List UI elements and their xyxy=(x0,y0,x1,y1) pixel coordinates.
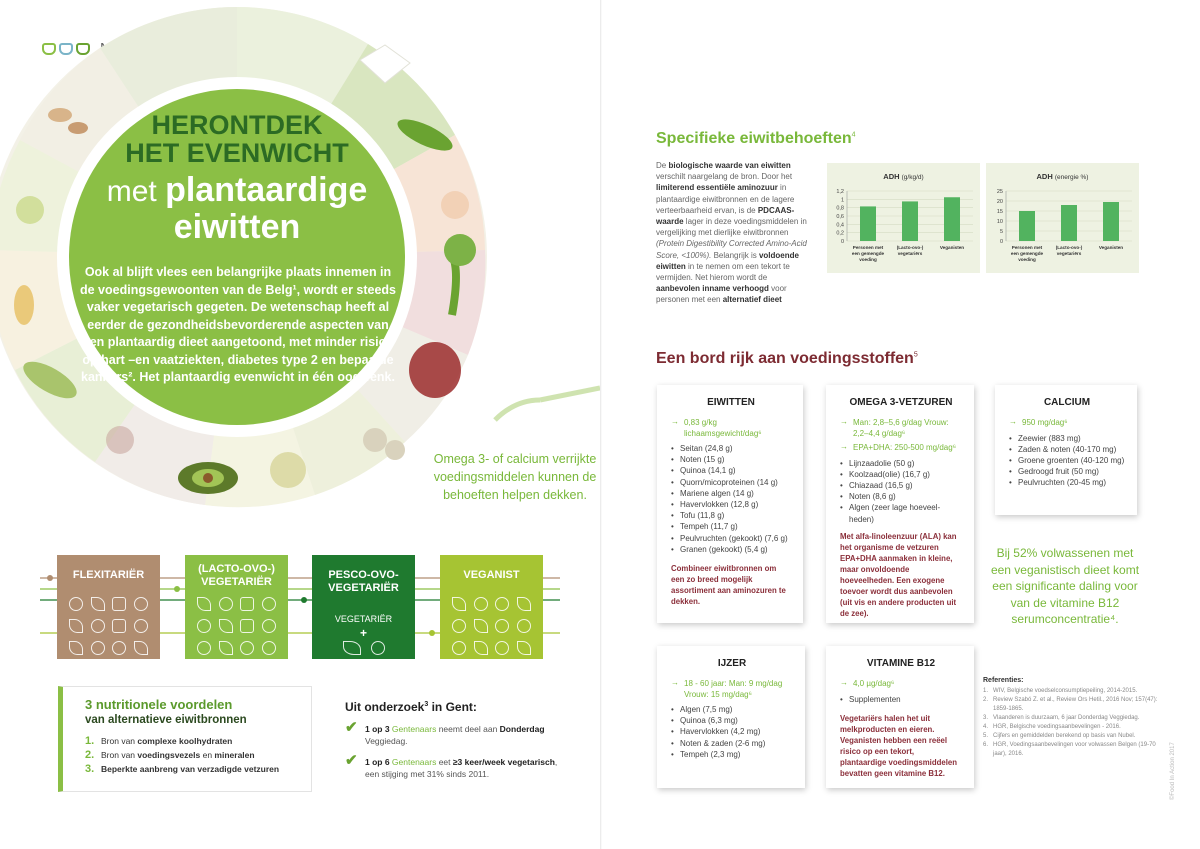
card-ijzer xyxy=(657,646,805,788)
card-eiwitten xyxy=(657,385,803,623)
y-tick-label: 0,6 xyxy=(836,214,844,220)
nut-icon xyxy=(134,619,148,633)
bar xyxy=(944,197,960,241)
research-title-a: Uit onderzoek xyxy=(345,700,425,714)
x-tick-label: voeding xyxy=(1018,257,1036,262)
card-list xyxy=(671,443,791,555)
x-tick-label: Veganisten xyxy=(939,245,965,250)
bar xyxy=(1019,211,1035,241)
paragraph-segment: (Protein Digestibility Corrected Amino-Acid Score, <100%). xyxy=(656,239,807,260)
y-tick-label: 5 xyxy=(999,229,1003,235)
check-icon: ✔ xyxy=(345,752,358,769)
research-highlight: ≥3 keer/week vegetarisch xyxy=(452,757,555,767)
benefit-text: en xyxy=(200,750,215,760)
research-subject: Gentenaars xyxy=(389,757,437,767)
paragraph-segment: PDCAAS-waarde xyxy=(656,205,795,227)
list-item: • Koolzaad(olie) (16,7 g) xyxy=(840,469,962,480)
benefit-highlight: mineralen xyxy=(214,750,255,760)
list-item: • Supplementen xyxy=(840,694,962,705)
card-title: CALCIUM xyxy=(1043,397,1091,408)
benefits-title: 3 nutritionele voordelen xyxy=(85,697,233,712)
card-recommendation: → 18 - 60 jaar: Man: 9 mg/dag Vrouw: 15 mg/dag⁶ xyxy=(671,679,793,700)
diet-label: (LACTO-OVO-) VEGETARIËR xyxy=(198,563,275,588)
cheese-icon xyxy=(112,597,126,611)
list-item: • Havervlokken (12,8 g) xyxy=(671,499,791,510)
reference-text: Review Szabó Z. et al., Review Ors Hetil., 2016 Nov; 157(47): 1859-1865. xyxy=(993,697,1158,712)
grain-icon xyxy=(134,641,148,655)
paragraph-segment: De xyxy=(656,161,669,170)
y-tick-label: 0,2 xyxy=(836,230,844,237)
research-title-b: in Gent: xyxy=(428,700,477,714)
card-note: Vegetariërs halen het uit melkproducten en eieren. Veganisten hebben een reëel risico op een tekort, plantaardige voedingsmiddelen bevatten geen vitamine B12. xyxy=(840,713,957,778)
egg-icon xyxy=(134,597,148,611)
list-item: • Quorn/micoproteinen (14 g) xyxy=(671,477,791,488)
food-icons xyxy=(67,595,150,657)
nut-icon xyxy=(452,619,466,633)
reference-number: 1. xyxy=(983,688,989,694)
benefit-text: Bron van xyxy=(101,736,138,746)
research-highlight: Donderdag xyxy=(499,724,545,734)
protein-needs-heading xyxy=(656,130,856,148)
references-list xyxy=(983,687,1163,759)
chart-svg xyxy=(986,163,1139,273)
paragraph-segment: voldoende eiwitten xyxy=(656,250,799,271)
diet-veganist xyxy=(440,555,543,659)
list-item: • Tofu (11,8 g) xyxy=(671,510,791,521)
y-tick-label: 0 xyxy=(840,239,844,245)
y-tick-label: 0,4 xyxy=(836,222,844,229)
apple-icon xyxy=(219,597,233,611)
bar xyxy=(1061,205,1077,241)
list-item: • Havervlokken (4,2 mg) xyxy=(671,726,793,737)
benefits-box xyxy=(58,686,312,792)
egg-icon xyxy=(371,641,385,655)
references-title: Referenties: xyxy=(983,677,1024,684)
y-tick-label: 1,2 xyxy=(836,189,844,195)
diet-lacto-ovo-vegetarier xyxy=(185,555,288,659)
bar xyxy=(1103,202,1119,241)
reference-item xyxy=(983,687,1163,696)
y-tick-label: 20 xyxy=(996,199,1003,205)
reference-item xyxy=(983,723,1163,732)
chart-adh-energie xyxy=(986,163,1139,273)
card-list xyxy=(671,704,793,760)
grain-icon xyxy=(219,641,233,655)
card-note: Met alfa-linoleenzuur (ALA) kan het organisme de vetzuren EPA+DHA aanmaken in kleine, maar onvoldoende hoeveelheden. Een exogene toevoer wordt dus aanbevolen (uit vis en andere producten uit de zee). xyxy=(840,531,957,618)
paragraph-segment: voor personen met een xyxy=(656,284,787,305)
card-title: IJZER xyxy=(717,658,747,669)
list-item: • Mariene algen (14 g) xyxy=(671,488,791,499)
card-recommendation: → 950 mg/dag⁶ xyxy=(1009,418,1125,429)
list-item: • Zeewier (883 mg) xyxy=(1009,433,1125,444)
apple-icon xyxy=(91,619,105,633)
reference-item xyxy=(983,732,1163,741)
pepper-icon xyxy=(240,641,254,655)
list-item: • Gedroogd fruit (50 mg) xyxy=(1009,466,1125,477)
paragraph-segment: limiterend essentiële aminozuur xyxy=(656,183,778,193)
egg-icon xyxy=(262,597,276,611)
y-tick-label: 15 xyxy=(996,209,1003,215)
reference-number: 2. xyxy=(983,697,989,703)
y-tick-label: 0 xyxy=(999,239,1003,245)
nut-icon xyxy=(262,619,276,633)
benefit-highlight: voedingsvezels xyxy=(137,750,201,760)
fish-icon xyxy=(69,619,83,633)
references xyxy=(983,677,1163,759)
reference-text: WIV, Belgische voedselconsumptiepeiling, 2014-2015. xyxy=(993,688,1138,694)
diet-flexitarier xyxy=(57,555,160,659)
list-item: • Noten (8,6 g) xyxy=(840,491,962,502)
milk-icon xyxy=(197,641,211,655)
b12-note: Bij 52% volwassenen met een veganistisch dieet komt een significante daling voor van de vitamine B12 serumconcentratie⁴. xyxy=(990,546,1140,626)
y-tick-label: 25 xyxy=(996,189,1003,195)
list-item: • Noten (15 g) xyxy=(671,454,791,465)
research-text: , een stijging met 31% sinds 2011. xyxy=(365,757,558,779)
nutrients-title: Een bord rijk aan voedingsstoffen xyxy=(656,350,914,367)
y-tick-label: 0,8 xyxy=(836,205,844,212)
reference-text: Cijfers en gemiddelden berekend op basis van Nubel. xyxy=(993,733,1136,739)
carrot-icon xyxy=(69,641,83,655)
card-title: OMEGA 3-VETZUREN xyxy=(849,397,953,408)
research-stat: 1 op 6 xyxy=(365,757,390,767)
paragraph-segment: Belangrijk is xyxy=(711,250,759,260)
pea-icon xyxy=(452,641,466,655)
list-item: • Granen (gekookt) (5,4 g) xyxy=(671,544,791,555)
nutrients-heading xyxy=(656,350,918,368)
card-vitamine-b12 xyxy=(826,646,974,788)
list-item: • Tempeh (11,7 g) xyxy=(671,521,791,532)
chart-title-main: ADH xyxy=(1036,172,1053,181)
list-item: • Seitan (24,8 g) xyxy=(671,443,791,454)
cheese-icon xyxy=(240,597,254,611)
y-tick-label: 1 xyxy=(840,197,844,204)
list-item: • Quinoa (14,1 g) xyxy=(671,465,791,476)
reference-item xyxy=(983,714,1163,723)
card-list xyxy=(840,458,962,525)
benefit-item xyxy=(85,762,311,776)
x-tick-label: Veganisten xyxy=(1098,245,1124,250)
hero-subtitle-a: met xyxy=(106,175,166,208)
reference-number: 6. xyxy=(983,742,989,748)
reference-text: HGR, Belgische voedingsaanbevelingen - 2016. xyxy=(993,724,1121,730)
benefit-highlight: Beperkte aanbreng van verzadigde vetzuren xyxy=(101,764,280,774)
reference-number: 4. xyxy=(983,724,989,730)
benefit-number: 1. xyxy=(85,735,95,747)
broccoli-icon xyxy=(474,641,488,655)
mushroom-icon xyxy=(517,619,531,633)
food-icons xyxy=(450,595,533,657)
benefits-subtitle: van alternatieve eiwitbronnen xyxy=(85,714,247,726)
list-item: • Algen (zeer lage hoeveel-heden) xyxy=(840,502,962,524)
list-item: • Algen (7,5 mg) xyxy=(671,704,793,715)
hero-paragraph: Ook al blijft vlees een belangrijke plaats innemen in de voedingsgewoonten van de Belg¹, wordt er steeds vaker vegetarisch gegeten. De wetenschap heeft al eerder de gezondheidsbevorderende aspecten van een plantaardig dieet aangetoond, met minder risico op hart –en vaatziekten, diabetes type 2 en bepaalde kankers². Het plantaardig evenwicht in één oogwenk. xyxy=(79,265,397,384)
chart-adh-gkgd xyxy=(827,163,980,273)
bar xyxy=(860,206,876,241)
research-text: neemt deel aan xyxy=(436,724,500,734)
card-recommendation: → 4,0 µg/dag⁶ xyxy=(840,679,962,690)
paragraph-segment: biologische waarde van eiwitten xyxy=(668,161,791,170)
leaf-icon xyxy=(197,597,211,611)
benefit-item xyxy=(85,734,311,748)
x-tick-label: vegetariërs xyxy=(897,251,923,256)
chart-unit: (g/kg/d) xyxy=(901,174,924,181)
chicken-icon xyxy=(112,641,126,655)
diet-label: PESCO-OVO-VEGETARIËR xyxy=(328,569,399,594)
hero-subtitle-c: eiwitten xyxy=(173,208,301,246)
card-recommendation: → EPA+DHA: 250-500 mg/dag⁶ xyxy=(840,443,962,454)
carrot-icon xyxy=(517,597,531,611)
card-recommendation: → Man: 2,8–5,6 g/dag Vrouw: 2,2–4,4 g/dag⁶ xyxy=(840,418,962,439)
x-tick-label: (Lacto-ovo-) xyxy=(896,245,924,250)
list-item: • Chiazaad (16,5 g) xyxy=(840,480,962,491)
x-tick-label: een gemengde xyxy=(1010,251,1044,256)
card-list xyxy=(840,694,962,705)
paragraph-segment: in te nemen om een tekort te vermijden. Net hierom wordt de xyxy=(656,261,790,283)
apple-icon xyxy=(474,597,488,611)
corn-icon xyxy=(517,641,531,655)
benefit-highlight: complexe koolhydraten xyxy=(137,736,233,746)
x-tick-label: Personen met xyxy=(852,245,884,250)
reference-number: 5. xyxy=(983,733,989,739)
footnote-marker: 5 xyxy=(913,351,918,359)
hero-title xyxy=(69,111,405,167)
carrot-icon xyxy=(219,619,233,633)
list-item: • Lijnzaadolie (50 g) xyxy=(840,458,962,469)
meat-icon xyxy=(69,597,83,611)
food-icons xyxy=(195,595,278,657)
x-tick-label: voeding xyxy=(859,257,877,262)
card-note: Combineer eiwitbronnen om een zo breed mogelijk assortiment aan aminozuren te dekken. xyxy=(671,564,786,607)
paragraph-segment: alternatief dieet xyxy=(722,295,782,305)
list-item: • Peulvruchten (20-45 mg) xyxy=(1009,477,1125,488)
fish-icon xyxy=(343,641,361,655)
diet-pesco-ovo-vegetarier xyxy=(312,555,415,659)
benefits-list xyxy=(85,734,311,776)
check-icon: ✔ xyxy=(345,719,358,736)
chart-title-main: ADH xyxy=(883,172,900,181)
research-title xyxy=(345,700,565,714)
research-subject: Gentenaars xyxy=(389,724,437,734)
benefit-item xyxy=(85,748,311,762)
bread-icon xyxy=(240,619,254,633)
hero-title-line-1: HERONTDEK xyxy=(151,110,323,140)
diet-label: FLEXITARIËR xyxy=(72,569,145,581)
chart-svg xyxy=(827,163,980,273)
benefit-number: 2. xyxy=(85,749,95,761)
protein-needs-text xyxy=(656,160,808,306)
card-calcium xyxy=(995,385,1137,515)
x-tick-label: Personen met xyxy=(1011,245,1043,250)
tomato-icon xyxy=(91,641,105,655)
list-item: • Quinoa (6,3 mg) xyxy=(671,715,793,726)
reference-text: HGR, Voedingsaanbevelingen voor volwassen Belgen (19-70 jaar), 2016. xyxy=(993,742,1156,757)
reference-item xyxy=(983,741,1163,759)
research-stat: 1 op 3 xyxy=(365,724,390,734)
footnote-marker: 4 xyxy=(851,131,856,139)
mushroom-icon xyxy=(262,641,276,655)
research-text: Veggiedag. xyxy=(365,736,408,746)
research-text: eet xyxy=(436,757,453,767)
x-tick-label: een gemengde xyxy=(851,251,885,256)
page-gutter xyxy=(600,0,602,849)
reference-item xyxy=(983,696,1163,714)
chart-unit: (energie %) xyxy=(1054,174,1089,181)
grain-icon xyxy=(474,619,488,633)
card-omega3 xyxy=(826,385,974,623)
research-item xyxy=(345,719,565,747)
list-item: • Noten & zaden (2-6 mg) xyxy=(671,738,793,749)
card-title: EIWITTEN xyxy=(707,397,755,408)
pepper-icon xyxy=(495,619,509,633)
list-item: • Zaden & noten (40-170 mg) xyxy=(1009,444,1125,455)
card-list xyxy=(1009,433,1125,489)
hero-subtitle-b: plantaardige xyxy=(165,171,368,209)
list-item: • Peulvruchten (gekookt) (7,6 g) xyxy=(671,533,791,544)
research-item xyxy=(345,752,565,780)
paragraph-segment: verschilt naargelang de bron. Door het xyxy=(656,172,793,182)
protein-needs-title: Specifieke eiwitbehoeften xyxy=(656,130,852,147)
plus-sign: + xyxy=(359,626,367,640)
pesco-icons xyxy=(312,641,415,655)
diet-sublabel: VEGETARIËR xyxy=(334,614,393,624)
benefit-number: 3. xyxy=(85,763,95,775)
copyright-credit: ©Food In Action 2017 xyxy=(1170,742,1176,800)
list-item: • Groene groenten (40-120 mg) xyxy=(1009,455,1125,466)
hero-subtitle xyxy=(69,173,405,209)
paragraph-segment: lager in deze voedingsmiddelen in vergelijking met dierlijke eiwitbronnen xyxy=(656,217,807,238)
reference-text: Vlaanderen is duurzaam, 6 jaar Donderdag Veggiedag. xyxy=(993,715,1140,721)
tomato-icon xyxy=(495,597,509,611)
leaf-icon xyxy=(452,597,466,611)
card-recommendation: → 0,83 g/kg lichaamsgewicht/dag⁶ xyxy=(671,418,791,439)
reference-number: 3. xyxy=(983,715,989,721)
omega-note: Omega 3- of calcium verrijkte voedingsmiddelen kunnen de behoeften helpen dekken. xyxy=(433,452,597,502)
y-tick-label: 10 xyxy=(996,219,1003,225)
diet-label: VEGANIST xyxy=(463,569,520,581)
bread-icon xyxy=(112,619,126,633)
x-tick-label: (Lacto-ovo-) xyxy=(1055,245,1083,250)
bar xyxy=(902,201,918,241)
tomato-icon xyxy=(197,619,211,633)
x-tick-label: vegetariërs xyxy=(1056,251,1082,256)
leaf-icon xyxy=(91,597,105,611)
bean-icon xyxy=(495,641,509,655)
card-title: VITAMINE B12 xyxy=(866,658,936,669)
research-block xyxy=(345,700,565,780)
list-item: • Tempeh (2,3 mg) xyxy=(671,749,793,760)
hero-title-line-2: HET EVENWICHT xyxy=(125,138,349,168)
paragraph-segment: in plantaardige eiwitbronnen en de lagere verteerbaarheid ervan, is de xyxy=(656,183,795,215)
benefit-text: Bron van xyxy=(101,750,138,760)
paragraph-segment: aanbevolen inname verhoogd xyxy=(656,284,769,294)
footnote-marker: 3 xyxy=(424,701,429,708)
